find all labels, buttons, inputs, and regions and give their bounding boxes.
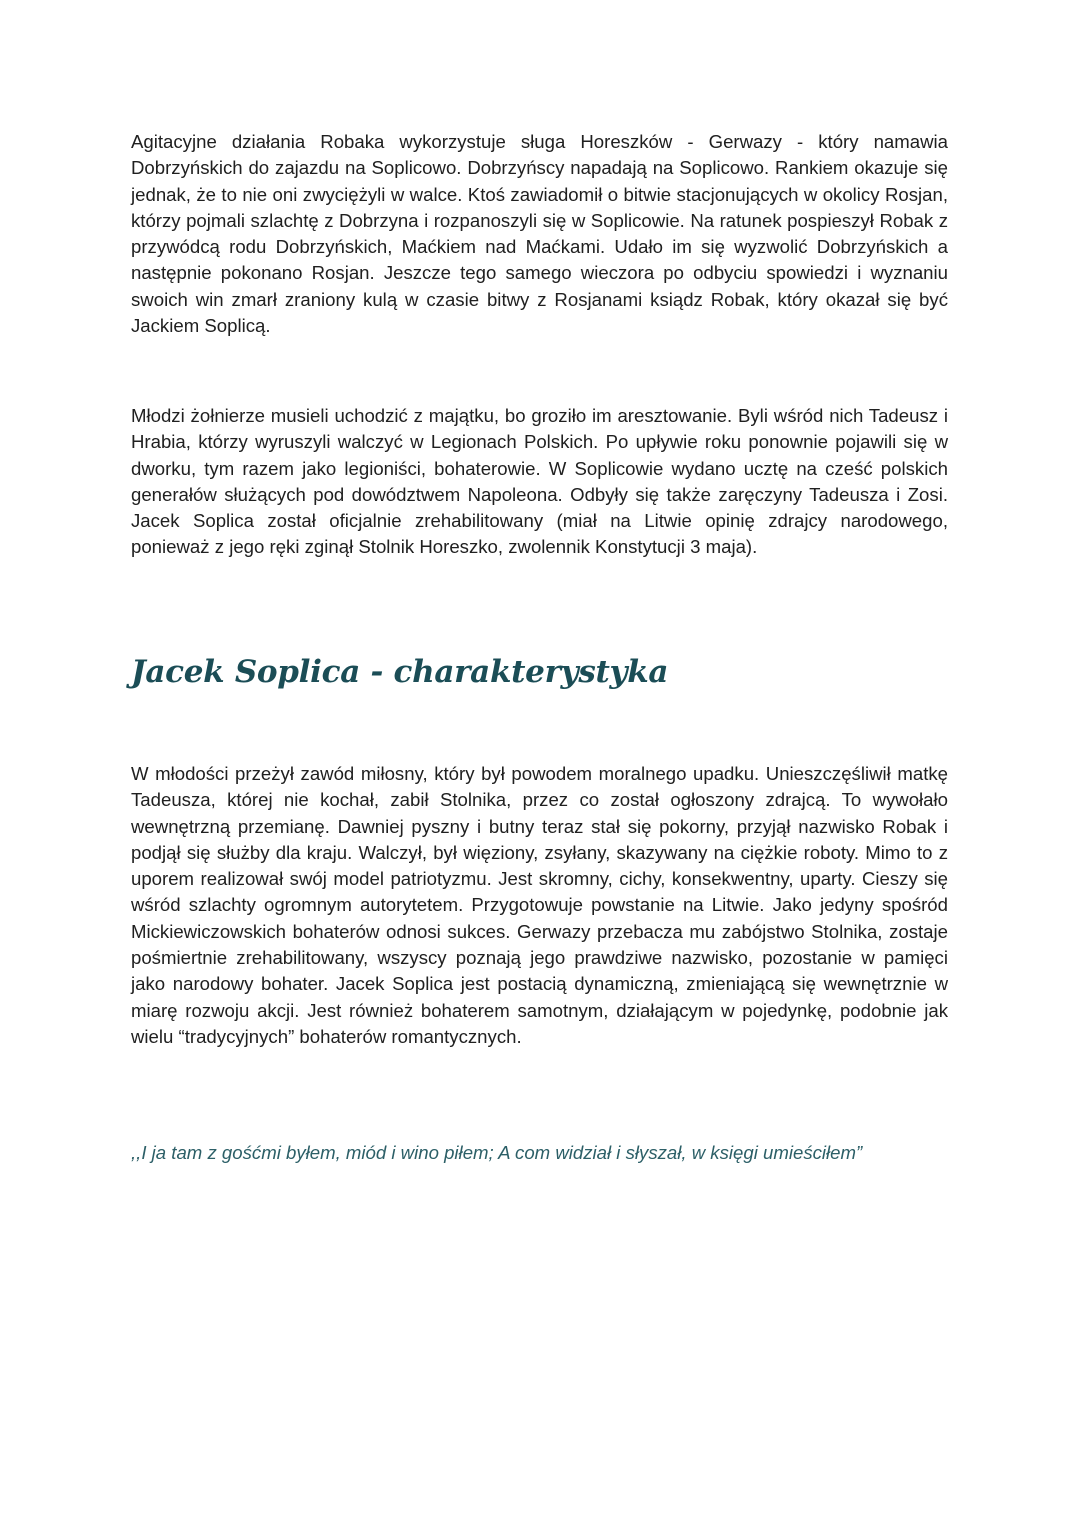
section-heading: Jacek Soplica - charakterystyka	[131, 654, 669, 690]
paragraph-soplicowo-battle: Agitacyjne działania Robaka wykorzystuje sługa Horeszków - Gerwazy - który namawia Dobrzyńskich do zajazdu na Soplicowo. Dobrzyńscy napadają na Soplicowo. Rankiem okazuje się jednak, że to nie oni zwyciężyli w walce. Ktoś zawiadomił o bitwie stacjonujących w okolicy Rosjan, którzy pojmali szlachtę z Dobrzyna i rozpanoszyli się w Soplicowie. Na ratunek pospieszył Robak z przywódcą rodu Dobrzyńskich, Maćkiem nad Maćkami. Udało im się wyzwolić Dobrzyńskich a następnie pokonano Rosjan. Jeszcze tego samego wieczora po odbyciu spowiedzi i wyznaniu swoich win zmarł zraniony kulą w czasie bitwy z Rosjanami ksiądz Robak, który okazał się być Jackiem Soplicą.	[131, 131, 948, 337]
closing-quote: ,,I ja tam z gośćmi byłem, miód i wino piłem; A com widział i słyszał, w księgi umieściłem”	[131, 1142, 863, 1163]
paragraph-character-description: W młodości przeżył zawód miłosny, który był powodem moralnego upadku. Unieszczęśliwił matkę Tadeusza, której nie kochał, zabił Stolnika, przez co został ogłoszony zdrajcą. To wywołało wewnętrzną przemianę. Dawniej pyszny i butny teraz stał się pokorny, przyjął nazwisko Robak i podjął się służby dla kraju. Walczył, był więziony, zsyłany, skazywany na ciężkie roboty. Mimo to z uporem realizował swój model patriotyzmu. Jest skromny, cichy, konsekwentny, uparty. Cieszy się wśród szlachty ogromnym autorytetem. Przygotowuje powstanie na Litwie. Jako jedyny spośród Mickiewiczowskich bohaterów odnosi sukces. Gerwazy przebacza mu zabójstwo Stolnika, zostaje pośmiertnie zrehabilitowany, wszyscy poznają jego prawdziwe nazwisko, pozostanie w pamięci jako narodowy bohater. Jacek Soplica jest postacią dynamiczną, zmieniającą się wewnętrznie w miarę rozwoju akcji. Jest również bohaterem samotnym, działającym w pojedynkę, podobnie jak wielu “tradycyjnych” bohaterów romantycznych.	[131, 763, 948, 1047]
paragraph-legions-return: Młodzi żołnierze musieli uchodzić z majątku, bo groziło im aresztowanie. Byli wśród nich Tadeusz i Hrabia, którzy wyruszyli walczyć w Legionach Polskich. Po upływie roku ponownie pojawili się w dworku, tym razem jako legioniści, bohaterowie. W Soplicowie wydano ucztę na cześć polskich generałów służących pod dowództwem Napoleona. Odbyły się także zaręczyny Tadeusza i Zosi. Jacek Soplica został oficjalnie zrehabilitowany (miał na Litwie opinię zdrajcy narodowego, ponieważ z jego ręki zginął Stolnik Horeszko, zwolennik Konstytucji 3 maja).	[131, 405, 948, 558]
